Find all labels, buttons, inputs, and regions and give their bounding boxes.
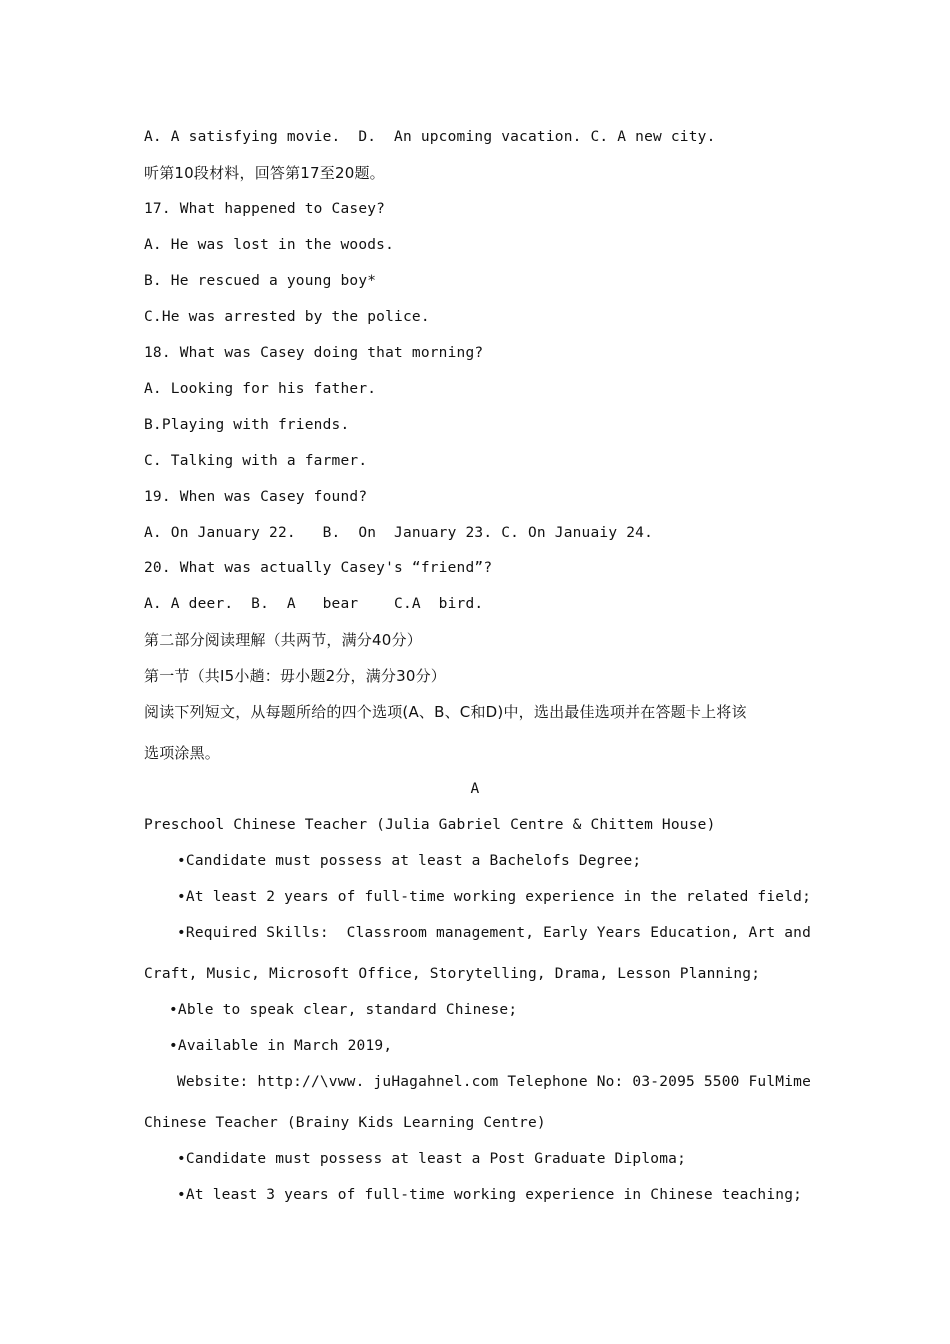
answer-options-16: A. A satisfying movie. D. An upcoming vacation. C. A new city. <box>144 129 716 145</box>
section-one-heading: 第一节（共I5小趟：毋小题2分，满分30分） <box>144 667 446 685</box>
job-1-requirement-skills-cont: Craft, Music, Microsoft Office, Storytelling, Drama, Lesson Planning; <box>144 966 761 982</box>
job-1-requirement-language: •Able to speak clear, standard Chinese; <box>169 1002 518 1018</box>
question-20: 20. What was actually Casey's “friend”? <box>144 560 493 576</box>
options-19: A. On January 22. B. On January 23. C. On Januaiy 24. <box>144 525 653 541</box>
passage-label: A <box>470 781 480 797</box>
question-17: 17. What happened to Casey? <box>144 201 386 217</box>
reading-instruction-cont: 选项涂黑。 <box>144 744 221 762</box>
question-19: 19. When was Casey found? <box>144 489 368 505</box>
options-20: A. A deer. B. A bear C.A bird. <box>144 596 484 612</box>
job-1-availability: •Available in March 2019, <box>169 1038 393 1054</box>
option-18-c: C. Talking with a farmer. <box>144 453 368 469</box>
job-1-requirement-skills: •Required Skills: Classroom management, Early Years Education, Art and <box>177 925 812 941</box>
option-17-c: C.He was arrested by the police. <box>144 309 430 325</box>
option-18-b: B.Playing with friends. <box>144 417 350 433</box>
part-two-heading: 第二部分阅读理解（共两节，满分40分） <box>144 631 422 649</box>
job-2-requirement-degree: •Candidate must possess at least a Post Graduate Diploma; <box>177 1151 686 1167</box>
job-title-1: Preschool Chinese Teacher (Julia Gabriel Centre & Chittem House) <box>144 817 716 833</box>
job-title-2: Chinese Teacher (Brainy Kids Learning Centre) <box>144 1115 546 1131</box>
option-17-a: A. He was lost in the woods. <box>144 237 395 253</box>
question-18: 18. What was Casey doing that morning? <box>144 345 484 361</box>
option-17-b: B. He rescued a young boy* <box>144 273 377 289</box>
reading-instruction: 阅读下列短文，从每题所给的四个选项(A、B、C和D)中，选出最佳选项并在答题卡上将该 <box>144 703 747 721</box>
job-2-requirement-experience: •At least 3 years of full-time working experience in Chinese teaching; <box>177 1187 803 1203</box>
option-18-a: A. Looking for his father. <box>144 381 377 397</box>
section-instruction-10: 听第10段材料，回答第17至20题。 <box>144 164 385 182</box>
job-1-requirement-degree: •Candidate must possess at least a Bachelofs Degree; <box>177 853 642 869</box>
job-1-requirement-experience: •At least 2 years of full-time working experience in the related field; <box>177 889 812 905</box>
job-1-contact: Website: http://\vww. juHagahnel.com Telephone No: 03-2095 5500 FulMime <box>177 1074 812 1090</box>
